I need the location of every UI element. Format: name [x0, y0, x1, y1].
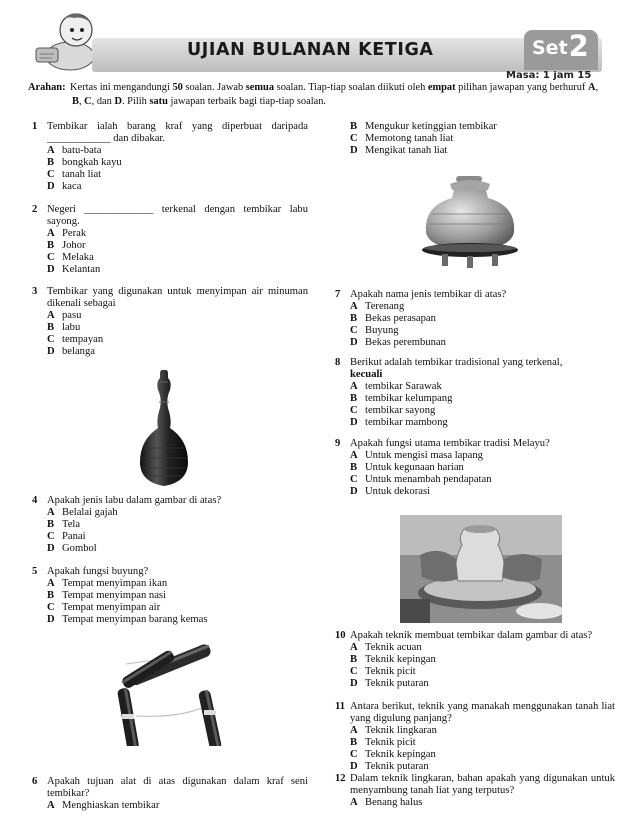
option-b[interactable]	[350, 121, 615, 133]
question-stem: Tembikar yang digunakan untuk menyimpan air minuman dikenali sebagai	[47, 286, 308, 310]
option-letter: B	[350, 313, 358, 325]
question-3	[32, 286, 308, 359]
question-stem: Apakah tujuan alat di atas digunakan dalam kraf seni tembikar?	[47, 776, 308, 800]
option-letter: D	[350, 486, 358, 498]
option-letter: B	[47, 240, 55, 252]
question-11	[335, 701, 615, 774]
wire-tool-image	[106, 638, 238, 746]
instr-text: semua	[245, 82, 275, 93]
option-a[interactable]	[47, 507, 308, 519]
question-4	[32, 495, 308, 555]
option-letter: D	[47, 614, 55, 626]
option-c[interactable]	[47, 252, 308, 264]
option-letter: D	[350, 678, 358, 690]
option-letter: C	[350, 405, 358, 417]
option-letter: D	[47, 346, 55, 358]
question-1	[32, 121, 308, 194]
option-text: Teknik lingkaran	[365, 725, 437, 737]
option-text: Johor	[62, 240, 86, 252]
option-text: batu-bata	[62, 145, 102, 157]
option-text: Teknik picit	[365, 737, 416, 749]
question-stem: Apakah nama jenis tembikar di atas?	[350, 289, 507, 300]
question-9	[335, 438, 615, 498]
instr-text: satu	[149, 96, 168, 107]
option-a[interactable]	[350, 797, 615, 809]
option-text: Teknik putaran	[365, 761, 429, 773]
option-d[interactable]	[47, 181, 308, 193]
option-letter: A	[350, 381, 358, 393]
option-c[interactable]	[47, 169, 308, 181]
option-text: tembikar kelumpang	[365, 393, 453, 405]
option-text: Teknik putaran	[365, 678, 429, 690]
option-c[interactable]	[350, 666, 615, 678]
option-text: Tempat menyimpan ikan	[62, 578, 168, 590]
question-6	[32, 776, 308, 812]
option-text: Teknik kepingan	[365, 654, 436, 666]
page-title: UJIAN BULANAN KETIGA	[187, 40, 434, 60]
instr-text: D	[114, 96, 122, 107]
option-text: Tempat menyimpan barang kemas	[62, 614, 208, 626]
option-letter: C	[47, 531, 55, 543]
option-text: Benang halus	[365, 797, 423, 809]
option-a[interactable]	[350, 725, 615, 737]
option-letter: A	[350, 797, 358, 809]
option-text: tembikar sayong	[365, 405, 436, 417]
option-a[interactable]	[350, 301, 615, 313]
set-badge	[524, 30, 598, 70]
question-number: 1	[32, 121, 38, 132]
question-number: 6	[32, 776, 38, 787]
time-label: Masa: 1 jam 15	[506, 71, 592, 80]
option-letter: C	[47, 252, 55, 264]
pottery-wheel-photo	[400, 515, 562, 623]
option-letter: A	[47, 228, 55, 240]
option-d[interactable]	[47, 346, 308, 358]
option-text: tanah liat	[62, 169, 102, 181]
option-b[interactable]	[47, 519, 308, 531]
option-letter: C	[350, 666, 358, 678]
question-number: 11	[335, 701, 346, 712]
labu-vase-image	[136, 368, 192, 490]
question-stem: Apakah jenis labu dalam gambar di atas?	[47, 495, 222, 506]
option-text: Untuk dekorasi	[365, 486, 431, 498]
option-text: Melaka	[62, 252, 94, 264]
option-text: Menghiaskan tembikar	[62, 800, 160, 812]
option-letter: B	[350, 393, 358, 405]
option-c[interactable]	[350, 405, 615, 417]
question-12	[335, 773, 615, 809]
option-letter: A	[47, 507, 55, 519]
question-7	[335, 289, 615, 349]
option-d[interactable]	[350, 145, 615, 157]
option-b[interactable]	[350, 654, 615, 666]
option-text: Teknik acuan	[365, 642, 422, 654]
question-number: 7	[335, 289, 341, 300]
option-letter: A	[350, 301, 358, 313]
option-letter: D	[47, 181, 55, 193]
option-c[interactable]	[47, 334, 308, 346]
option-letter: C	[350, 749, 358, 761]
option-c[interactable]	[350, 474, 615, 486]
option-letter: C	[47, 169, 55, 181]
option-letter: D	[350, 337, 358, 349]
option-text: Tempat menyimpan air	[62, 602, 161, 614]
option-text: Perak	[62, 228, 87, 240]
option-letter: D	[350, 417, 358, 429]
option-text: Untuk menambah pendapatan	[365, 474, 492, 486]
option-letter: C	[350, 133, 358, 145]
option-b[interactable]	[47, 240, 308, 252]
option-letter: C	[350, 474, 358, 486]
option-text: belanga	[62, 346, 95, 358]
option-d[interactable]	[47, 614, 308, 626]
option-text: Mengukur ketinggian tembikar	[365, 121, 497, 132]
option-text: Gombol	[62, 543, 97, 555]
option-a[interactable]	[350, 450, 615, 462]
option-b[interactable]	[350, 313, 615, 325]
option-text: pasu	[62, 310, 82, 322]
instr-text: A	[588, 82, 596, 93]
option-text: tembikar Sarawak	[365, 381, 442, 393]
question-stem: Tembikar ialah barang kraf yang diperbuat daripada ____________ dan dibakar.	[47, 121, 308, 145]
option-b[interactable]	[47, 590, 308, 602]
option-letter: B	[47, 157, 55, 169]
option-b[interactable]	[350, 462, 615, 474]
option-text: Teknik kepingan	[365, 749, 436, 761]
question-2	[32, 204, 308, 277]
clay-jar-image	[418, 174, 522, 276]
option-letter: A	[47, 310, 55, 322]
option-text: Teknik picit	[365, 666, 416, 678]
question-number: 12	[335, 773, 346, 784]
option-b[interactable]	[47, 322, 308, 334]
option-b[interactable]	[350, 737, 615, 749]
option-d[interactable]	[350, 337, 615, 349]
instructions-label: Arahan:	[28, 82, 66, 93]
set-number: 2	[568, 29, 589, 63]
option-text: Untuk kegunaan harian	[365, 462, 464, 474]
instr-text: ,	[78, 96, 85, 107]
instructions	[28, 81, 618, 109]
instr-text: Kertas ini mengandungi	[70, 82, 173, 93]
instr-text: . Pilih	[121, 96, 150, 107]
option-text: Buyung	[365, 325, 399, 337]
option-text: Belalai gajah	[62, 507, 118, 519]
instr-text: soalan. Tiap-tiap soalan diikuti oleh	[274, 82, 428, 93]
option-b[interactable]	[350, 393, 615, 405]
question-10	[335, 630, 615, 690]
option-letter: A	[350, 642, 358, 654]
question-stem: Apakah fungsi utama tembikar tradisi Melayu?	[350, 438, 550, 449]
option-text: kaca	[62, 181, 82, 193]
question-number: 4	[32, 495, 38, 506]
option-letter: B	[47, 322, 55, 334]
option-b[interactable]	[47, 157, 308, 169]
instr-text: pilihan jawapan yang berhuruf	[455, 82, 589, 93]
option-a[interactable]	[47, 800, 308, 812]
option-c[interactable]	[350, 749, 615, 761]
question-8	[335, 357, 615, 430]
option-letter: B	[350, 737, 358, 749]
option-text: Panai	[62, 531, 86, 543]
option-letter: D	[350, 145, 358, 157]
option-text: Kelantan	[62, 264, 101, 276]
option-letter: A	[350, 450, 358, 462]
question-number: 2	[32, 204, 38, 215]
question-number: 9	[335, 438, 341, 449]
question-number: 10	[335, 630, 346, 641]
option-letter: B	[350, 462, 358, 474]
instr-text: B	[72, 96, 79, 107]
cartoon-kid-illustration	[30, 6, 100, 78]
instr-text: 50	[172, 82, 183, 93]
question-stem: Apakah fungsi buyung?	[47, 566, 149, 577]
option-letter: D	[350, 761, 358, 773]
option-text: bongkah kayu	[62, 157, 122, 169]
option-letter: B	[350, 121, 358, 132]
option-letter: C	[350, 325, 358, 337]
instr-text: empat	[427, 82, 456, 93]
option-text: Terenang	[365, 301, 405, 313]
option-letter: A	[47, 578, 55, 590]
option-a[interactable]	[47, 145, 308, 157]
question-stem: Dalam teknik lingkaran, bahan apakah yang digunakan untuk menyambung tanah liat yang terputus?	[350, 773, 615, 797]
option-c[interactable]	[47, 602, 308, 614]
question-number: 5	[32, 566, 38, 577]
question-6-continued	[335, 121, 615, 157]
question-stem	[350, 357, 615, 381]
option-text: labu	[62, 322, 81, 334]
option-text: tembikar mambong	[365, 417, 448, 429]
option-letter: A	[350, 725, 358, 737]
option-letter: B	[47, 590, 55, 602]
option-text: Tempat menyimpan nasi	[62, 590, 166, 602]
question-5	[32, 566, 308, 626]
option-text: Bekas perembunan	[365, 337, 446, 349]
option-d[interactable]	[350, 678, 615, 690]
option-letter: C	[47, 334, 55, 346]
option-letter: A	[47, 800, 55, 812]
instr-text: , dan	[91, 96, 115, 107]
option-d[interactable]	[350, 417, 615, 429]
option-text: Bekas perasapan	[365, 313, 436, 325]
option-c[interactable]	[47, 531, 308, 543]
option-text: Memotong tanah liat	[365, 133, 454, 145]
option-d[interactable]	[350, 761, 615, 773]
option-a[interactable]	[350, 381, 615, 393]
option-a[interactable]	[47, 578, 308, 590]
option-a[interactable]	[350, 642, 615, 654]
instr-text: ,	[595, 82, 599, 93]
option-letter: D	[47, 543, 55, 555]
question-number: 8	[335, 357, 341, 368]
option-d[interactable]	[47, 543, 308, 555]
option-a[interactable]	[47, 228, 308, 240]
option-letter: B	[47, 519, 55, 531]
option-letter: B	[350, 654, 358, 666]
question-stem: Apakah teknik membuat tembikar dalam gambar di atas?	[350, 630, 593, 641]
instr-text: C	[84, 96, 92, 107]
stem-emphasis: kecuali	[350, 369, 383, 381]
set-word: Set	[532, 37, 568, 59]
option-c[interactable]	[350, 325, 615, 337]
option-c[interactable]	[350, 133, 615, 145]
option-letter: C	[47, 602, 55, 614]
option-letter: D	[47, 264, 55, 276]
option-letter: A	[47, 145, 55, 157]
option-d[interactable]	[350, 486, 615, 498]
option-text: Mengikat tanah liat	[365, 145, 448, 157]
option-d[interactable]	[47, 264, 308, 276]
option-a[interactable]	[47, 310, 308, 322]
option-text: Tela	[62, 519, 81, 531]
question-stem: Antara berikut, teknik yang manakah menggunakan tanah liat yang digulung panjang?	[350, 701, 615, 725]
option-text: tempayan	[62, 334, 104, 346]
stem-text: Berikut adalah tembikar tradisional yang terkenal,	[350, 357, 563, 368]
question-number: 3	[32, 286, 38, 297]
instr-text: soalan. Jawab	[182, 82, 246, 93]
option-text: Untuk mengisi masa lapang	[365, 450, 483, 462]
instr-text: jawapan terbaik bagi tiap-tiap soalan.	[167, 96, 326, 107]
question-stem: Negeri _____________ terkenal dengan tembikar labu sayong.	[47, 204, 308, 228]
